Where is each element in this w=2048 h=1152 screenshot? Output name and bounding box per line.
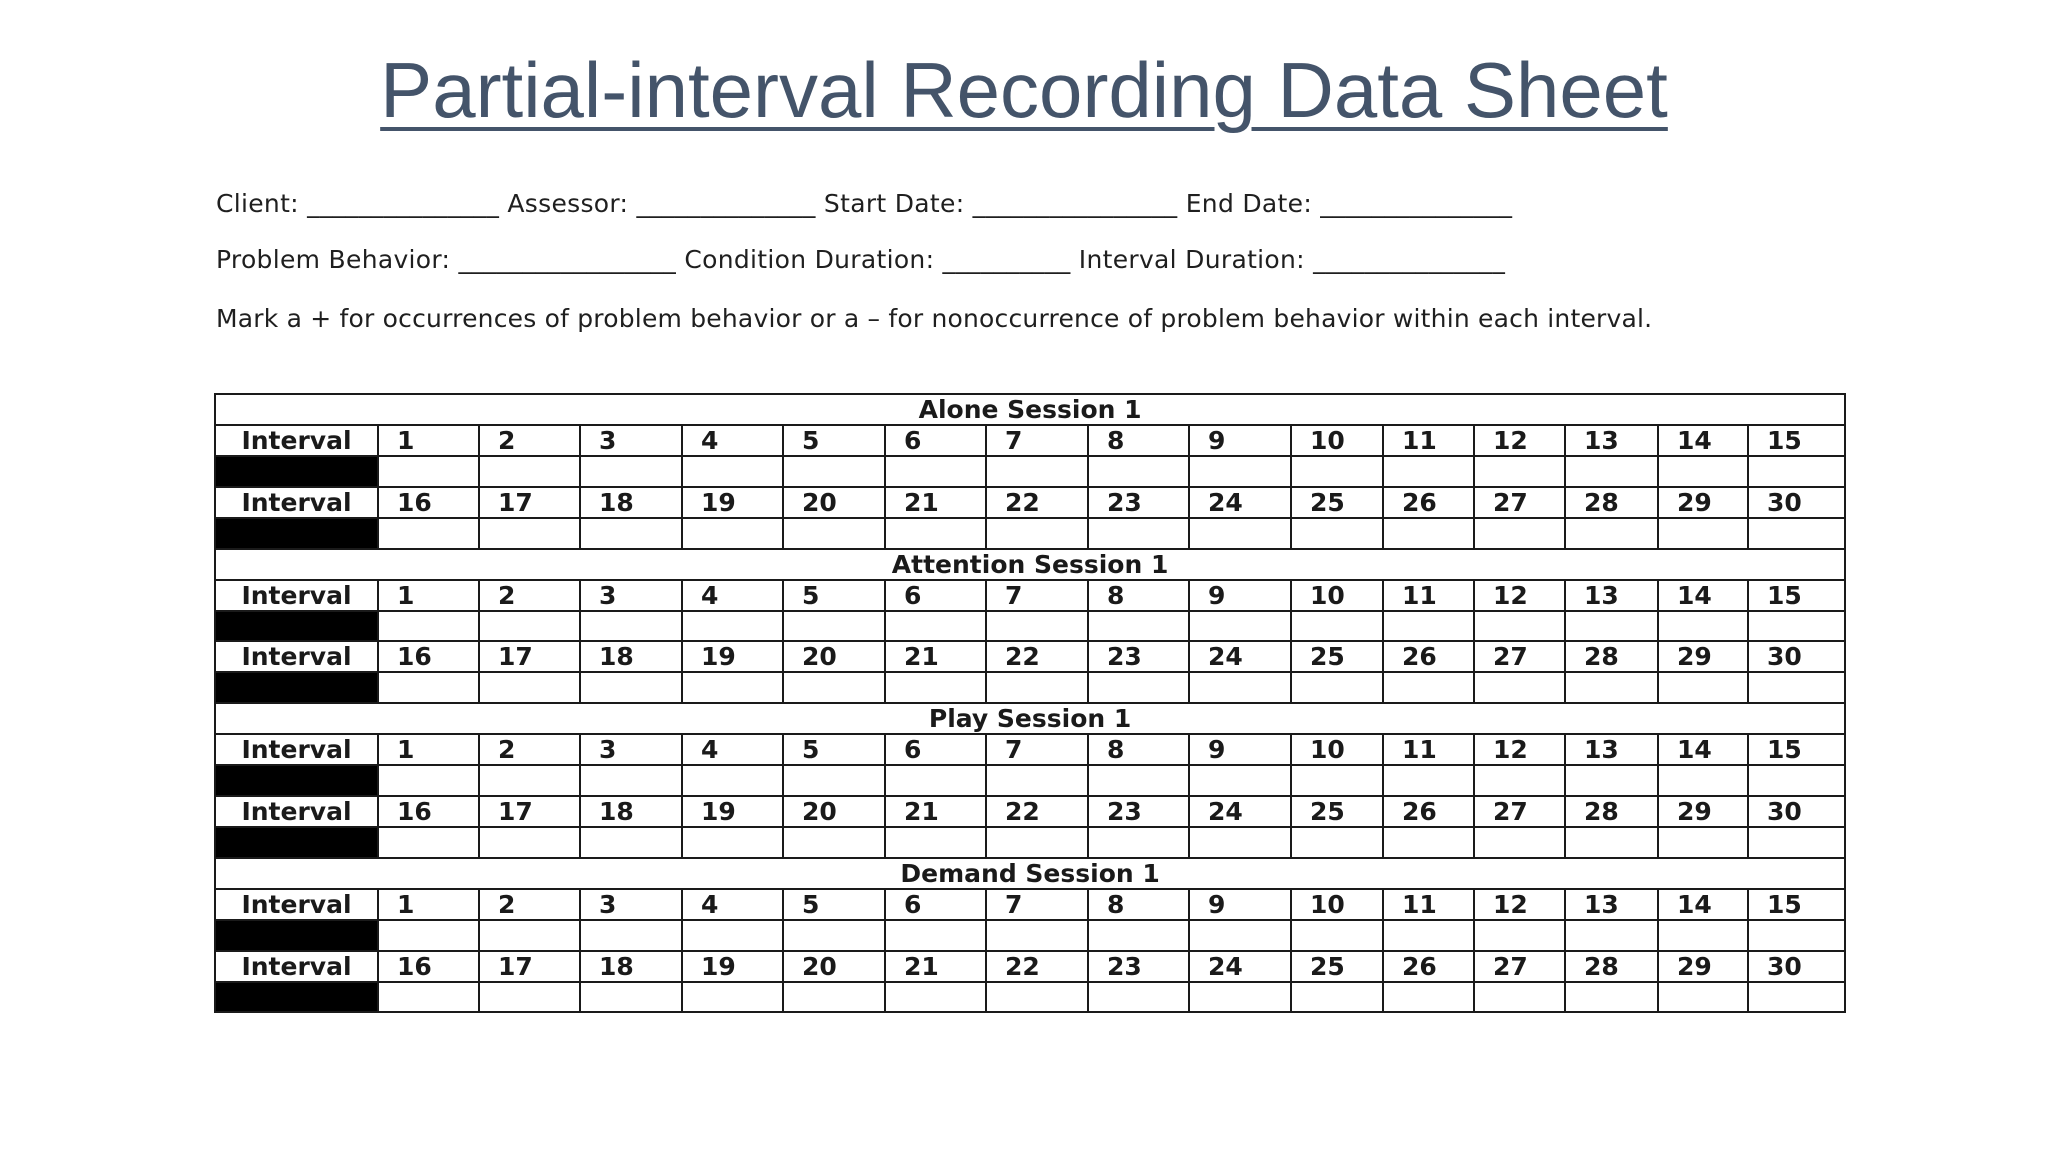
blacked-out-cell [215,518,378,549]
interval-number: 15 [1748,580,1845,611]
session-header-row [215,549,1845,580]
interval-number: 29 [1658,796,1748,827]
interval-row-label: Interval [215,425,378,456]
recording-cell[interactable] [1474,982,1565,1013]
interval-number: 6 [885,734,986,765]
interval-number: 21 [885,487,986,518]
recording-cell[interactable] [986,456,1088,487]
interval-number: 17 [479,641,580,672]
interval-number: 7 [986,425,1088,456]
interval-number: 7 [986,580,1088,611]
interval-number: 2 [479,734,580,765]
recording-cell[interactable] [580,827,682,858]
interval-number: 24 [1189,796,1291,827]
interval-number: 19 [682,487,783,518]
recording-cell[interactable] [479,456,580,487]
recording-cell[interactable] [1088,456,1189,487]
recording-cell[interactable] [1291,827,1383,858]
interval-number: 15 [1748,889,1845,920]
recording-cell[interactable] [1088,765,1189,796]
session-title: Alone Session 1 [215,394,1845,425]
interval-number: 14 [1658,580,1748,611]
recording-cell[interactable] [479,827,580,858]
recording-cell[interactable] [682,456,783,487]
interval-number: 3 [580,889,682,920]
interval-number: 16 [378,487,479,518]
recording-cell[interactable] [1565,518,1658,549]
recording-row [215,518,1845,549]
recording-cell[interactable] [1291,920,1383,951]
recording-cell[interactable] [479,611,580,642]
recording-cell[interactable] [378,611,479,642]
interval-number: 6 [885,580,986,611]
interval-number: 10 [1291,889,1383,920]
interval-number: 19 [682,951,783,982]
recording-cell[interactable] [580,518,682,549]
interval-number: 6 [885,425,986,456]
interval-number: 21 [885,951,986,982]
interval-number: 2 [479,889,580,920]
recording-cell[interactable] [682,920,783,951]
recording-cell[interactable] [682,982,783,1013]
recording-cell[interactable] [1658,611,1748,642]
recording-cell[interactable] [783,827,885,858]
recording-cell[interactable] [580,611,682,642]
interval-number: 15 [1748,734,1845,765]
recording-row [215,765,1845,796]
recording-cell[interactable] [1565,672,1658,703]
interval-number: 29 [1658,487,1748,518]
interval-number: 17 [479,487,580,518]
interval-number: 28 [1565,951,1658,982]
recording-cell[interactable] [1748,672,1845,703]
instructions: Mark a + for occurrences of problem behavior or a – for nonoccurrence of problem behavior within each interval. [216,304,1653,333]
interval-number: 9 [1189,734,1291,765]
interval-number: 19 [682,796,783,827]
recording-cell[interactable] [479,765,580,796]
blacked-out-cell [215,456,378,487]
interval-number: 23 [1088,487,1189,518]
recording-cell[interactable] [378,982,479,1013]
interval-number: 30 [1748,487,1845,518]
interval-number: 23 [1088,796,1189,827]
blacked-out-cell [215,611,378,642]
recording-cell[interactable] [986,672,1088,703]
recording-cell[interactable] [682,518,783,549]
recording-cell[interactable] [1748,982,1845,1013]
recording-cell[interactable] [986,827,1088,858]
interval-number: 3 [580,734,682,765]
form-line-behavior-durations: Problem Behavior: _________________ Condition Duration: __________ Interval Duration: _______________ [216,245,1506,274]
interval-number: 20 [783,796,885,827]
interval-number: 8 [1088,889,1189,920]
recording-cell[interactable] [479,920,580,951]
session-title: Demand Session 1 [215,858,1845,889]
interval-number: 9 [1189,889,1291,920]
interval-number-row [215,796,1845,827]
interval-number: 5 [783,734,885,765]
interval-number: 14 [1658,889,1748,920]
interval-number: 22 [986,796,1088,827]
interval-number: 27 [1474,487,1565,518]
recording-cell[interactable] [1189,920,1291,951]
blacked-out-cell [215,672,378,703]
recording-cell[interactable] [378,456,479,487]
recording-cell[interactable] [1748,456,1845,487]
interval-number: 26 [1383,487,1474,518]
recording-cell[interactable] [1565,456,1658,487]
recording-cell[interactable] [1748,518,1845,549]
interval-number: 20 [783,641,885,672]
recording-cell[interactable] [1088,611,1189,642]
recording-cell[interactable] [580,456,682,487]
interval-number: 4 [682,580,783,611]
interval-number: 28 [1565,796,1658,827]
interval-number: 16 [378,641,479,672]
recording-cell[interactable] [1189,611,1291,642]
recording-table [214,393,1846,1013]
recording-cell[interactable] [1748,765,1845,796]
interval-row-label: Interval [215,889,378,920]
recording-cell[interactable] [580,982,682,1013]
recording-cell[interactable] [1088,672,1189,703]
interval-number: 14 [1658,425,1748,456]
recording-cell[interactable] [1291,672,1383,703]
interval-number: 20 [783,487,885,518]
recording-cell[interactable] [1383,982,1474,1013]
interval-number: 25 [1291,796,1383,827]
interval-number: 25 [1291,951,1383,982]
interval-number: 29 [1658,951,1748,982]
recording-row [215,611,1845,642]
recording-cell[interactable] [1088,518,1189,549]
interval-number: 7 [986,889,1088,920]
interval-number: 22 [986,641,1088,672]
recording-cell[interactable] [1748,611,1845,642]
recording-cell[interactable] [1088,982,1189,1013]
interval-number: 18 [580,951,682,982]
recording-cell[interactable] [1291,456,1383,487]
interval-number: 13 [1565,734,1658,765]
interval-number: 17 [479,796,580,827]
interval-number: 27 [1474,796,1565,827]
interval-row-label: Interval [215,641,378,672]
interval-number: 26 [1383,641,1474,672]
recording-cell[interactable] [1383,611,1474,642]
interval-number: 10 [1291,734,1383,765]
recording-cell[interactable] [1383,518,1474,549]
recording-cell[interactable] [885,827,986,858]
recording-cell[interactable] [1474,765,1565,796]
interval-number: 27 [1474,951,1565,982]
recording-cell[interactable] [986,518,1088,549]
recording-cell[interactable] [1565,827,1658,858]
interval-number: 24 [1189,951,1291,982]
interval-number-row [215,951,1845,982]
interval-number: 8 [1088,734,1189,765]
recording-cell[interactable] [1088,920,1189,951]
recording-cell[interactable] [986,611,1088,642]
interval-number: 26 [1383,951,1474,982]
recording-cell[interactable] [986,920,1088,951]
interval-number: 2 [479,580,580,611]
recording-cell[interactable] [1474,827,1565,858]
interval-number: 3 [580,580,682,611]
interval-number: 5 [783,580,885,611]
interval-number: 9 [1189,425,1291,456]
recording-cell[interactable] [1291,765,1383,796]
interval-number: 10 [1291,580,1383,611]
recording-cell[interactable] [1189,982,1291,1013]
recording-row [215,982,1845,1013]
recording-cell[interactable] [1474,518,1565,549]
recording-cell[interactable] [1383,827,1474,858]
interval-number: 17 [479,951,580,982]
interval-number: 12 [1474,425,1565,456]
recording-cell[interactable] [479,672,580,703]
page-title: Partial-interval Recording Data Sheet [380,46,1668,134]
recording-cell[interactable] [378,518,479,549]
session-header-row [215,703,1845,734]
recording-cell[interactable] [1189,456,1291,487]
interval-number: 1 [378,889,479,920]
interval-number: 29 [1658,641,1748,672]
interval-number: 4 [682,425,783,456]
interval-number-row [215,889,1845,920]
session-header-row [215,858,1845,889]
recording-cell[interactable] [1291,518,1383,549]
interval-number: 1 [378,425,479,456]
recording-cell[interactable] [1474,672,1565,703]
interval-row-label: Interval [215,734,378,765]
interval-row-label: Interval [215,487,378,518]
recording-cell[interactable] [1658,456,1748,487]
recording-cell[interactable] [378,672,479,703]
recording-cell[interactable] [1291,982,1383,1013]
recording-cell[interactable] [479,518,580,549]
interval-number: 27 [1474,641,1565,672]
session-title: Play Session 1 [215,703,1845,734]
session-header-row [215,394,1845,425]
recording-cell[interactable] [1565,765,1658,796]
interval-number: 18 [580,487,682,518]
interval-number: 28 [1565,487,1658,518]
recording-cell[interactable] [885,672,986,703]
interval-number: 21 [885,641,986,672]
recording-cell[interactable] [1565,982,1658,1013]
blacked-out-cell [215,982,378,1013]
interval-row-label: Interval [215,796,378,827]
interval-row-label: Interval [215,580,378,611]
interval-number: 20 [783,951,885,982]
interval-number: 16 [378,796,479,827]
interval-number: 8 [1088,425,1189,456]
recording-cell[interactable] [1565,611,1658,642]
interval-number: 13 [1565,425,1658,456]
interval-number: 22 [986,487,1088,518]
interval-number: 15 [1748,425,1845,456]
recording-cell[interactable] [1658,920,1748,951]
recording-cell[interactable] [885,765,986,796]
recording-cell[interactable] [783,672,885,703]
interval-number: 11 [1383,734,1474,765]
interval-number-row [215,641,1845,672]
interval-number: 23 [1088,951,1189,982]
recording-cell[interactable] [378,765,479,796]
form-line-client-assessor-dates: Client: _______________ Assessor: ______________ Start Date: ________________ End Date: _______________ [216,189,1513,218]
recording-cell[interactable] [1189,672,1291,703]
interval-number: 1 [378,580,479,611]
recording-cell[interactable] [1383,765,1474,796]
interval-number: 28 [1565,641,1658,672]
recording-cell[interactable] [1748,920,1845,951]
recording-cell[interactable] [1383,456,1474,487]
interval-number: 8 [1088,580,1189,611]
recording-cell[interactable] [885,456,986,487]
recording-row [215,456,1845,487]
interval-number: 2 [479,425,580,456]
interval-number: 12 [1474,734,1565,765]
interval-number: 4 [682,734,783,765]
recording-cell[interactable] [682,672,783,703]
recording-row [215,672,1845,703]
recording-cell[interactable] [682,765,783,796]
recording-cell[interactable] [1189,518,1291,549]
recording-cell[interactable] [1658,827,1748,858]
interval-number: 7 [986,734,1088,765]
recording-row [215,827,1845,858]
blacked-out-cell [215,827,378,858]
interval-number: 26 [1383,796,1474,827]
recording-cell[interactable] [783,518,885,549]
interval-number-row [215,734,1845,765]
interval-number: 12 [1474,580,1565,611]
interval-number: 18 [580,641,682,672]
interval-row-label: Interval [215,951,378,982]
interval-number-row [215,580,1845,611]
recording-cell[interactable] [885,920,986,951]
recording-cell[interactable] [885,611,986,642]
recording-cell[interactable] [1658,672,1748,703]
recording-cell[interactable] [885,518,986,549]
interval-number: 30 [1748,796,1845,827]
recording-cell[interactable] [378,920,479,951]
recording-cell[interactable] [1474,456,1565,487]
interval-number: 5 [783,889,885,920]
recording-row [215,920,1845,951]
interval-number: 30 [1748,641,1845,672]
recording-cell[interactable] [1565,920,1658,951]
recording-cell[interactable] [885,982,986,1013]
recording-cell[interactable] [1474,920,1565,951]
recording-cell[interactable] [1383,920,1474,951]
interval-number: 5 [783,425,885,456]
interval-number: 6 [885,889,986,920]
interval-number: 18 [580,796,682,827]
recording-cell[interactable] [1658,765,1748,796]
recording-cell[interactable] [580,920,682,951]
recording-cell[interactable] [580,765,682,796]
interval-number: 25 [1291,487,1383,518]
recording-cell[interactable] [580,672,682,703]
recording-cell[interactable] [1383,672,1474,703]
recording-cell[interactable] [783,920,885,951]
recording-cell[interactable] [986,765,1088,796]
interval-number: 9 [1189,580,1291,611]
interval-number: 11 [1383,580,1474,611]
interval-number: 21 [885,796,986,827]
recording-cell[interactable] [986,982,1088,1013]
interval-number: 30 [1748,951,1845,982]
recording-cell[interactable] [783,456,885,487]
session-title: Attention Session 1 [215,549,1845,580]
blacked-out-cell [215,920,378,951]
interval-number: 13 [1565,580,1658,611]
interval-number: 12 [1474,889,1565,920]
interval-number: 13 [1565,889,1658,920]
interval-number-row [215,425,1845,456]
recording-cell[interactable] [783,611,885,642]
interval-number: 14 [1658,734,1748,765]
interval-number: 22 [986,951,1088,982]
interval-number: 24 [1189,641,1291,672]
interval-number: 11 [1383,425,1474,456]
interval-number: 25 [1291,641,1383,672]
recording-cell[interactable] [1189,765,1291,796]
blacked-out-cell [215,765,378,796]
interval-number: 23 [1088,641,1189,672]
interval-number: 11 [1383,889,1474,920]
recording-cell[interactable] [682,611,783,642]
recording-cell[interactable] [1658,982,1748,1013]
recording-cell[interactable] [1189,827,1291,858]
interval-number: 1 [378,734,479,765]
interval-number: 16 [378,951,479,982]
recording-cell[interactable] [783,765,885,796]
recording-cell[interactable] [1291,611,1383,642]
interval-number: 4 [682,889,783,920]
interval-number: 24 [1189,487,1291,518]
recording-cell[interactable] [1088,827,1189,858]
recording-cell[interactable] [682,827,783,858]
recording-cell[interactable] [378,827,479,858]
recording-cell[interactable] [1658,518,1748,549]
interval-number: 19 [682,641,783,672]
recording-cell[interactable] [1748,827,1845,858]
recording-cell[interactable] [1474,611,1565,642]
recording-cell[interactable] [479,982,580,1013]
interval-number: 10 [1291,425,1383,456]
interval-number: 3 [580,425,682,456]
interval-number-row [215,487,1845,518]
recording-cell[interactable] [783,982,885,1013]
